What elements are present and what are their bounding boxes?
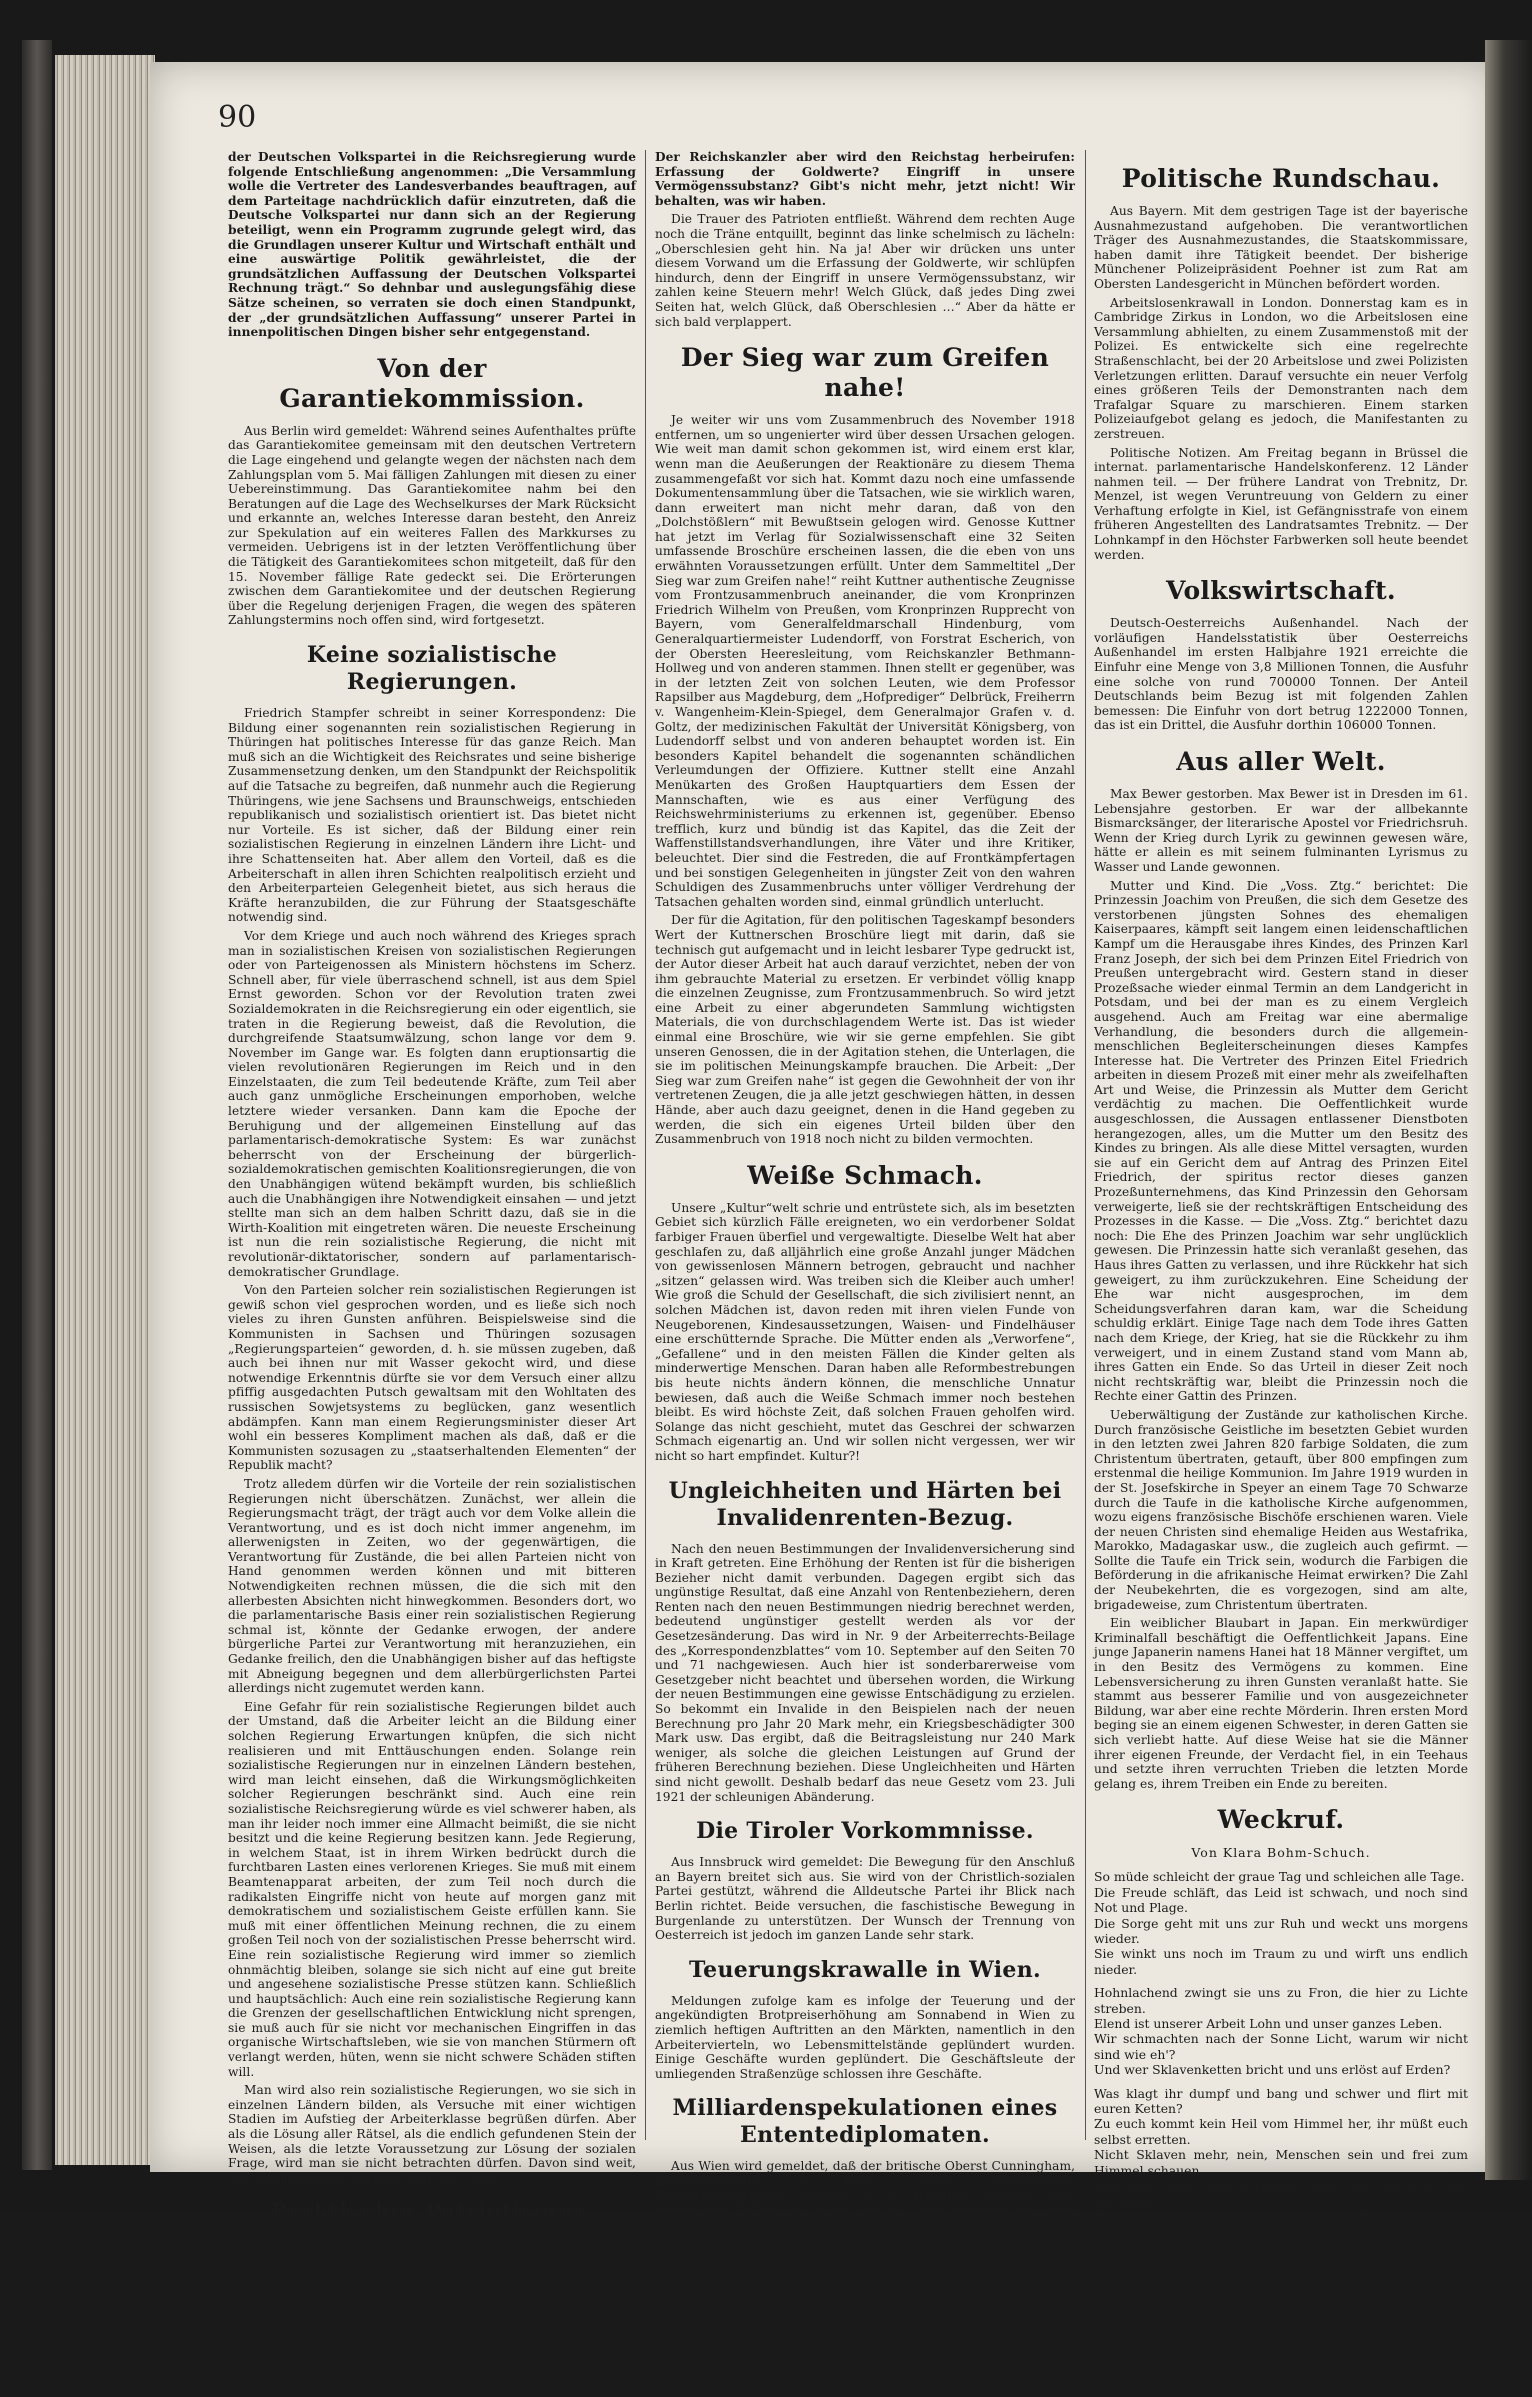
headline: Volkswirtschaft. xyxy=(1166,576,1396,606)
column-rule xyxy=(1085,150,1086,2140)
poem-line: Nicht Sklaven mehr, nein, Menschen sein und frei zum Himmel schauen. xyxy=(1094,2147,1468,2178)
headline: Teuerungskrawalle in Wien. xyxy=(689,1956,1041,1983)
paragraph: Ueberwältigung der Zustände zur katholischen Kirche. Durch französische Geistliche im besetzten Gebiet wurden in den letzten zwei Jahren 820 farbige Soldaten, die zum Christentum übertraten, getauft, über 800 empfingen zum erstenmal die heilige Kommunion. Im Jahre 1919 wurden in der St. Josefskirche in Speyer an einem Tage 70 Schwarze durch die Taufe in die katholische Kirche aufgenommen, wozu eigens französische Bischöfe erschienen waren. Viele der neuen Christen sind ehemalige Heiden aus Westafrika, Marokko, Madagaskar usw., die zugleich auch gefirmt. — Sollte die Taufe ein Trick sein, wodurch die Farbigen die Beförderung in die afrikanische Heimat erwirken? Die Zahl der Neubekehrten, die es vorgezogen, sind am alte, brigadeweise, zum Christentum übertraten. xyxy=(1094,1407,1468,1612)
poem-line: Was klagt ihr dumpf und bang und schwer und flirt mit euren Ketten? xyxy=(1094,2085,1468,2117)
paragraph: Trotz alledem dürfen wir die Vorteile der rein sozialistischen Regierungen nicht überschätzen. Zunächst, wer allein die Regierungsmacht trägt, der trägt auch vor dem Volke allein die Verantwortung, und es ist doch nicht immer angenehm, im allerwenigsten in Zeiten, wo der gegenwärtigen, die Verantwortung für Zustände, die bei allen Parteien nicht von Hand genommen werden können und mit bitteren Notwendigkeiten rechnen müssen, die die sich mit den allerbesten Absichten nicht hinwegkommen. Besonders dort, wo die parlamentarische Basis einer rein sozialistischen Regierung schmal ist, könnte der Gedanke erwogen, der andere bürgerliche Partei zur Verantwortung mit heranzuziehen, ein Gedanke freilich, den die Unabhängigen bisher auf das heftigste mit Abneigung begegnen und dem allerbürgerlichsten Partei allerdings nicht zugemutet werden kann. xyxy=(228,1476,636,1696)
poem-line: Die Sorge geht mit uns zur Ruh und weckt uns morgens wieder. xyxy=(1094,1915,1468,1946)
paragraph: Politische Notizen. Am Freitag begann in Brüssel die internat. parlamentarische Handelskonferenz. 12 Länder nahmen teil. — Der frühere Landrat von Trebnitz, Dr. Menzel, ist wegen Veruntreuung von Geldern zu einer Verhaftung erfolgte in Kiel, ist Gefängnisstrafe von einem früheren Angestellten des Landratsamtes Trebnitz. — Der Lohnkampf in den Höchster Farbwerken soll heute beendet werden. xyxy=(1094,445,1468,562)
poem-line: Zu euch kommt kein Heil vom Himmel her, ihr müßt euch selbst erretten. xyxy=(1094,2116,1468,2147)
headline: Weiße Schmach. xyxy=(747,1160,983,1190)
poem-line: Für alle blüht der Sonnenschein, für alle blüh'n die Auen. xyxy=(1094,2208,1457,2224)
poem-line: Und eine neue Welt errichten ganz neu im Licht des Vertrauen. xyxy=(1094,2178,1468,2209)
column-3 xyxy=(1094,150,1468,2348)
poem-line: So müde schleicht der graue Tag und schleichen alle Tage. xyxy=(1094,1869,1465,1885)
paragraph: Aus Berlin wird gemeldet: Während seines Aufenthaltes prüfte das Garantiekomitee gemeinsam mit den deutschen Vertretern die Lage eingehend und gelangte wegen der nächsten nach dem Zahlungsplan vom 5. Mai fälligen Zahlungen mit diesen zu einer Uebereinstimmung. Das Garantiekomitee nahm bei den Beratungen auf die Lage des Wechselkurses der Mark Rücksicht und erkannte an, welches Interesse daran besteht, den Anreiz zur Spekulation auf ein weiteres Fallen des Markkurses zu vermeiden. Uebrigens ist in der letzten Veröffentlichung über die Tätigkeit des Garantiekomitees schon mitgeteilt, daß für den 15. November fällige Rate gedeckt sei. Die Erörterungen zwischen dem Garantiekomitee und der deutschen Regierung über die Regelung derjenigen Fragen, die wegen des späteren Zahlungstermins noch offen sind, wird fortgesetzt. xyxy=(228,423,636,628)
paragraph: Mutter und Kind. Die „Voss. Ztg.“ berichtet: Die Prinzessin Joachim von Preußen, die sich dem Gesetze des verstorbenen jüngsten Sohnes des ehemaligen Kaiserpaares, kämpft seit langem einen leidenschaftlichen Kampf um die Herausgabe ihres Kindes, des Prinzen Karl Franz Joseph, der sich bei dem Prinzen Eitel Friedrich von Preußen untergebracht wird. Gestern stand in dieser Prozeßsache wieder einmal Termin an dem Landgericht in Potsdam, und bei der man es zu einem Vergleich ausgehend. Auch am Freitag war eine abermalige Verhandlung, die besonders durch die allgemein-menschlichen Begleiterscheinungen dieses Kampfes Interesse hat. Die Vertreter des Prinzen Eitel Friedrich arbeiten in diesem Prozeß mit einer mehr als zweifelhaften Art und Weise, die Prinzessin als Mutter dem Gericht verdächtig zu machen. Die Oeffentlichkeit wurde ausgeschlossen, die Aussagen entlassener Dienstboten herangezogen, alles, um die Mutter um den Besitz des Kindes zu bringen. Als alle diese Mittel versagten, wurden sie auf ein Gericht dem auf Antrag des Prinzen Eitel Friedrich, der spiritus rector dieses ganzen Prozeßunternehmens, das Kind Prinzessin den Gehorsam verweigerte, ließ sie der rechtskräftigen Entscheidung des Prozesses in die Kasse. — Die „Voss. Ztg.“ berichtet dazu noch: Die Ehe des Prinzen Joachim war sehr unglücklich gewesen. Die Prinzessin hatte sich veranlaßt gesehen, das Haus ihres Gatten zu verlassen, und ihre Rückkehr hat sich geweigert, zu ihm zurückzukehren. Eine Scheidung der Ehe war nicht ausgesprochen, im dem Scheidungsverfahren daran kam, war die Scheidung schuldig erklärt. Einige Tage nach dem Tode ihres Gatten nach dem Kriege, der Krieg, hat sie die Rückkehr zu ihm verweigert, und in einem Zustand stand vom Mann ab, ihres Gatten ein Ende. So das Urteil in dieser Zeit noch nicht rechtskräftig war, bleibt die Prinzessin noch die Rechte einer Gattin des Prinzen. xyxy=(1094,878,1468,1404)
headline: Keine sozialistische Regierungen. xyxy=(306,642,558,696)
paragraph: Für den echten nationalen Mann ist die gute Gesinnung allein nicht, er wird auch für gute Gesinnung Taten leisten. Wirklicher Patriot ist, wer in allen Lebenslagen an sich selbst denkt, denn nämlich geht es ohne die Gesamtheit — der nicht einmal um die nützliche Glied der Gesamtheit ist. Was er besitzt, hat er nicht für sich — der Vaterlandes; er trägt mit an den Lasten des Vaterlandes. Wer diesen Besitz ist auch die Lebensgrundlage unseres Vaterlandes, das ist ein Zeil verloren. Darüber hat der Patriot pflichtschuldigst zu trauern. Aber ist nicht am Ende was bei der brillante Gelegenheit erfasst: „Deutsche Zeitung“ hat sofort die xyxy=(228,2236,636,2397)
paragraph: Nach den neuen Bestimmungen der Invalidenversicherung sind in Kraft getreten. Eine Erhöhung der Renten ist für die bisherigen Bezieher nicht damit verbunden. Dagegen ergibt sich das ungünstige Resultat, daß eine Anzahl von Rentenbeziehern, deren Renten nach den neuen Bestimmungen niedrig berechnet werden, bedeutend ungünstiger gestellt werden als vor der Gesetzesänderung. Das wird in Nr. 9 der Arbeiterrechts-Beilage des „Korrespondenzblattes“ vom 10. September auf den Seiten 70 und 71 nachgewiesen. Auch hier ist sonderbarerweise vom Gesetzgeber nicht beachtet und übersehen worden, die Wirkung der neuen Bestimmungen eine gewisse Entschädigung zu erzielen. So bekommt ein Invalide in den Beispielen nach der neuen Berechnung pro Jahr 20 Mark mehr, ein Kriegsbeschädigter 300 Mark usw. Das ergibt, daß die Beitragsleistung nur 240 Mark weniger, als solche die gleichen Leistungen auf Grund der früheren Berechnung beziehen. Diese Ungleichheiten und Härten sind nicht gewollt. Deshalb bedarf das neue Gesetz vom 23. Juli 1921 der schleunigen Abänderung. xyxy=(655,1541,1075,1804)
paragraph: Eine Gefahr für rein sozialistische Regierungen bildet auch der Umstand, daß die Arbeiter leicht an die Bildung einer solchen Regierung Erwartungen knüpfen, die sich nicht realisieren und mit Enttäuschungen enden. Solange rein sozialistische Regierungen nur in einzelnen Ländern bestehen, wird man leicht einsehen, daß die Wirkungsmöglichkeiten solcher Regierungen beschränkt sind. Auch eine rein sozialistische Reichsregierung würde es viel schwerer haben, als man ihr leider noch immer eine Allmacht beimißt, die sie nicht besitzt und die keine Regierung besitzen kann. Jede Regierung, in welchem Staat, ist in ihrem Wirken bedrückt durch die furchtbaren Lasten eines verlorenen Krieges. Sie muß mit einem Beamtenapparat arbeiten, der zum Teil noch durch die radikalsten Eingriffe nicht von heute auf morgen ganz mit demokratischem und sozialistischem Geiste erfüllen kann. Sie muß mit einer öffentlichen Meinung rechnen, die zu einem großen Teil noch von der sozialistischen Presse beherrscht wird. Eine rein sozialistische Regierung wird immer so ziemlich ohnmächtig bleiben, solange sie sich nicht auf eine gut breite und angesehene sozialistische Presse stützen kann. Schließlich und hauptsächlich: Auch eine rein sozialistische Regierung kann die Grenzen der gesellschaftlichen Entwicklung nicht sprengen, sie muß auch für sie nicht vor mechanischen Eingriffen in das organische Wirtschaftsleben, wie sie von manchen Stürmern oft verlangt werden, hüten, wenn sie nicht schwere Schäden stiften will. xyxy=(228,1699,636,2079)
headline: Der Sieg war zum Greifen nahe! xyxy=(680,343,1050,403)
paragraph: Friedrich Stampfer schreibt in seiner Korrespondenz: Die Bildung einer sogenannten rein sozialistischen Regierung in Thüringen hat politisches Interesse für das ganze Reich. Man muß sich an die Wichtigkeit des Reichsrates und seine bisherige Zusammensetzung denken, um den Standpunkt der Reichspolitik auf die Tatsache zu begreifen, daß nunmehr auch die Regierung Thüringens, wie jene Sachsens und Braunschweigs, entschieden republikanisch und sozialistisch orientiert ist. Das bietet nicht nur Vorteile. Es ist sicher, daß der Bildung einer rein sozialistischen Regierung in einzelnen Ländern ihre Licht- und ihre Schattenseiten hat. Aber allem den Vorteil, daß es die Arbeiterschaft in allen ihren Schichten realpolitisch erzieht und den Arbeiterparteien Gelegenheit bietet, aus sich heraus die Kräfte heranzubilden, die zur Führung der Staatsgeschäfte notwendig sind. xyxy=(228,706,636,925)
paragraph: Je weiter wir uns vom Zusammenbruch des November 1918 entfernen, um so ungenierter wird über dessen Ursachen gelogen. Wie weit man damit schon gekommen ist, wird einem erst klar, wenn man die Aeußerungen der Reaktionäre zu diesem Thema zusammengefaßt vor sich hat. Kommt dazu noch eine umfassende Dokumentensammlung über die Tatsachen, wie sie wirklich waren, dann erweitert man nicht mehr daran, daß von den „Dolchstößlern“ mit Bewußtsein gelogen wird. Genosse Kuttner hat jetzt im Verlag für Sozialwissenschaft eine 32 Seiten umfassende Broschüre erscheinen lassen, die die eben von uns erwähnten Voraussetzungen erfüllt. Unter dem Sammeltitel „Der Sieg war zum Greifen nahe!“ reiht Kuttner authentische Zeugnisse vom Frontzusammenbruch aneinander, die vom Kronprinzen Friedrich Wilhelm von Preußen, vom Kronprinzen Rupprecht von Bayern, vom Generalfeldmarschall Hindenburg, vom Generalquartiermeister Ludendorff, von Forstrat Escherich, von der Obersten Heeresleitung, vom Reichskanzler Bethmann-Hollweg und von anderen stammen. Ihnen stellt er gegenüber, was in der letzten Zeit von solchen Leuten, wie dem Professor Rapsilber aus Magdeburg, dem „Hofprediger“ Delbrück, Freiherrn v. Wangenheim-Klein-Spiegel, dem Generalmajor Grafen v. d. Goltz, der medizinischen Fakultät der Universität Königsberg, von Ludendorff selbst und von anderen behauptet worden ist. Ein besonders Kapitel behandelt die sogenannten schändlichen Verleumdungen der Offiziere. Kuttner stellt eine Anzahl Menükarten des Großen Hauptquartiers dem Essen der Mannschaften, wie es aus einer Verfügung des Reichswehrministeriums zu erkennen ist, gegenüber. Ebenso trefflich, kurz und bündig ist das Kapitel, das die Zeit der Waffenstillstandsverhandlungen, ihre Väter und ihre Kritiker, beleuchtet. Dier sind die Festreden, die auf Frontkämpfertagen und bei sonstigen Gelegenheiten in jüngster Zeit von den wahren Schuldigen des Zusammenbruchs unter völliger Verdrehung der Tatsachen gehalten worden sind, einmal gründlich unterlucht. xyxy=(655,413,1075,909)
article-intro: der Deutschen Volkspartei in die Reichsregierung wurde folgende Entschließung angenommen: „Die Versammlung wolle die Vertreter des Landesverbandes beauftragen, auf dem Parteitage nachdrücklich dafür einzutreten, daß die Deutsche Volkspartei nur dann sich an der Regierung beteiligt, wenn ein Programm zugrunde gelegt wird, das die Grundlagen unserer Kultur und Wirtschaft enthält und eine auswärtige Politik gewährleistet, die der grundsätzlichen Auffassung der Deutschen Volkspartei Rechnung trägt.“ So dehnbar und auslegungsfähig diese Sätze scheinen, so verraten sie doch einen Standpunkt, der „der grundsätzlichen Auffassung“ unserer Partei in innenpolitischen Dingen bisher sehr entgegenstand. xyxy=(228,150,636,340)
paragraph: Der für die Agitation, für den politischen Tageskampf besonders Wert der Kuttnerschen Broschüre liegt mit darin, daß sie technisch gut aufgemacht und in leicht lesbarer Type gedruckt ist, der Autor dieser Arbeit hat auch darauf verzichtet, neben der von ihm gebrauchte Material zu ersetzen. Er verbindet völlig knapp die einzelnen Zeugnisse, zum Frontzusammenbruch. So wird jetzt eine Arbeit zu einer abgerundeten Sammlung wichtigsten Materials, die von durchschlagendem Werte ist. Das ist wieder einmal eine Broschüre, wie wir sie gerne empfehlen. Sie gibt unseren Genossen, die in der Agitation stehen, die Unterlagen, die sie im politischen Meinungskampfe brauchen. Die Arbeit: „Der Sieg war zum Greifen nahe“ ist gegen die Gewohnheit der von ihr vertretenen Zeugen, die ja alle jetzt geschwiegen hätten, in dessen Hände, aber auch dazu geeignet, denen in die Hand gegeben zu werden, die sich ein eigenes Urteil bilden über den Zusammenbruch von 1918 noch nicht zu bilden vermochten. xyxy=(655,913,1075,1147)
paragraph: Ein weiblicher Blaubart in Japan. Ein merkwürdiger Kriminalfall beschäftigt die Oeffentlichkeit Japans. Eine junge Japanerin namens Hanei hat 18 Männer vergiftet, um in den Besitz des Vermögens zu kommen. Eine Lebensversicherung zu ihren Gunsten veranlaßt hatte. Sie stammt aus besserer Familie und von ausgezeichneter Bildung, war aber eine rechte Mörderin. Ihren ersten Mord beging sie an einem eigenen Schwester, in deren Gatten sie sich verliebt hatte. Auf diese Weise hat sie die Männer ihrer eigenen Freunde, der Verdacht fiel, in ein Teehaus und setzte ihren verruchten Trieben die letzten Morde gelang es, ihrem Treiben ein Ende zu bereiten. xyxy=(1094,1616,1468,1791)
paragraph: Meldungen zufolge kam es infolge der Teuerung und der angekündigten Brotpreiserhöhung am Sonnabend in Wien zu ziemlich heftigen Auftritten an den Märkten, namentlich in den Arbeitervierteln, wo Lebensmittelstände geplündert wurden. Einige Geschäfte wurden geplündert. Die Geschäftsleute der umliegenden Straßenzüge schlossen ihre Geschäfte. xyxy=(655,1993,1075,2081)
headline: Von der Garantiekommission. xyxy=(279,353,585,413)
right-page-edge xyxy=(1485,40,1532,2180)
paragraph: Aus Wien wird gemeldet, daß der britische Oberst Cunningham, Ententevertreter in Wien, durch umfangreiche Baissespekulationen, namentlich in fremden Valuten, sehr bedeutende Differenzen habe, die auf viele hunderte Millionen geschätzt werden. Cunningham ist nach dem WTB. in Wiener politischen und gesellschaftlichen Kreisen bisher bekannt worden, er erfreute sich dort hohen Ansehens, zumal er sich besonders durch die Mitwirkung an der Erleichterung ihrer Lage erworben. xyxy=(655,2159,1075,2276)
headline: Weckruf. xyxy=(1217,1805,1345,1835)
poem-line: Sie winkt uns noch im Traum zu und wirft uns endlich nieder. xyxy=(1094,1946,1468,1977)
page-number: 90 xyxy=(218,100,257,135)
paragraph: Deutsch-Oesterreichs Außenhandel. Nach der vorläufigen Handelsstatistik über Oesterreichs Außenhandel im ersten Halbjahre 1921 erreichte die Einfuhr eine Menge von 3,8 Millionen Tonnen, die Ausfuhr eine solche von rund 700000 Tonnen. Der Anteil Deutschlands beim Bezug ist mit folgenden Zahlen bemessen: Die Einfuhr von dort betrug 1222000 Tonnen, das ist ein Drittel, die Ausfuhr dorthin 106000 Tonnen. xyxy=(1094,616,1468,733)
headline: Aus aller Welt. xyxy=(1176,747,1386,776)
poem-byline: Von Klara Bohm-Schuch. xyxy=(1191,1845,1371,1861)
poem-line: Hohnlachend zwingt sie uns zu Fron, die hier zu Lichte streben. xyxy=(1094,1985,1468,2016)
page-stack-edge xyxy=(55,55,155,2165)
headline: Praktischer Patriotismus. xyxy=(270,2199,594,2226)
poem-line: Wir schmachten nach der Sonne Licht, warum wir nicht sind wie eh'? xyxy=(1094,2031,1468,2062)
poem-line: Nur wollen müßt ihr, stolz und hart und euch nicht verlieren. xyxy=(1094,2224,1468,2255)
poem-line: Euch hilft kein Himmel und kein Gott, ihr müßt euch selbst erretten. xyxy=(1094,2316,1468,2348)
column-1 xyxy=(228,150,636,2397)
poem-line: Die Freude schläft, das Leid ist schwach, und noch sind Not und Plage. xyxy=(1094,1884,1468,1916)
paragraph: Die Trauer des Patrioten entfließt. Während dem rechten Auge noch die Träne entquillt, beginnt das linke schelmisch zu lächeln: „Oberschlesien geht hin. Na ja! Aber wir drücken uns unter diesem Vorwand um die Erfassung der Goldwerte, wir schlüpfen hindurch, denn der Eingriff in unsere Vermögenssubstanz, wir zahlen keine Steuern mehr! Welch Glück, daß jedes Ding zwei Seiten hat, welch Glück, daß Oberschlesien …“ Aber da hätte er sich bald verplappert. xyxy=(655,212,1075,329)
poem-line: Und wer Sklavenketten bricht und uns erlöst auf Erden? xyxy=(1094,2062,1451,2078)
poem xyxy=(1094,1869,1468,2347)
paragraph: Aus Innsbruck wird gemeldet: Die Bewegung für den Anschluß an Bayern breitet sich aus. Sie wird von der Christlich-sozialen Partei gestützt, während die Alldeutsche Partei ihr Blick nach Berlin richtet. Beide versuchen, die faschistische Bewegung in Burgenlande zu unterstützen. Der Wunsch der Trennung von Oesterreich ist jedoch im ganzen Lande sehr stark. xyxy=(655,1855,1075,1943)
paragraph: Vor dem Kriege und auch noch während des Krieges sprach man in sozialistischen Kreisen von sozialistischen Regierungen oder von Parteigenossen als Ministern höchstens im Scherz. Schnell aber, für viele überraschend schnell, ist aus dem Spiel Ernst geworden. Schon vor der Revolution traten zwei Sozialdemokraten in die Reichsregierung ein oder eigentlich, sie traten in die Regierung beweist, daß die Revolution, die durchgreifende Staatsumwälzung, schon lange vor dem 9. November im Gange war. Es folgten dann eruptionsartig die vielen revolutionären Regierungen im Reich und in den Einzelstaaten, die zum Teil bedeutende Kräfte, zum Teil aber auch ganz unmögliche Erscheinungen emporhoben, welche letztere wieder versanken. Dann kam die Epoche der Beruhigung und der allgemeinen Einstellung auf das parlamentarisch-demokratische System: Es war zunächst beherrscht von der Erscheinung der bürgerlich-sozialdemokratischen gemischten Koalitionsregierungen, die von den Unabhängigen wütend bekämpft wurden, bis schließlich auch die Unabhängigen ihre Notwendigkeit einsahen — und jetzt stellte man sich an dem halben Schritt dazu, daß sie in die Wirth-Koalition mit eingetreten wären. Die neueste Erscheinung ist nun die rein sozialistische Regierung, die nicht mit revolutionär-diktatorischer, sondern auf parlamentarisch-demokratischer Grundlage. xyxy=(228,928,636,1279)
column-rule xyxy=(645,150,646,2140)
paragraph: Unsere „Kultur“welt schrie und entrüstete sich, als im besetzten Gebiet sich kürzlich Fälle ereigneten, wo ein verdorbener Soldat farbiger Frauen überfiel und vergewaltigte. Dieselbe Welt hat aber geschlafen zu, daß alljährlich eine große Anzahl junger Mädchen von gewissenlosen Männern betrogen, gebraucht und nachher „sitzen“ gelassen wird. Was treiben sich die Kleiber auch umher! Wie groß die Schuld der Gesellschaft, die sich zivilisiert nennt, an solchen Mädchen ist, davon reden mit ihren vielen Funde von Neugeborenen, Kindesaussetzungen, Waisen- und Findelhäuser eine erschütternde Sprache. Die Mütter enden als „Verworfene“, „Gefallene“ und in den meisten Fällen die Kinder gelten als minderwertige Menschen. Daran haben alle Reformbestrebungen bis heute nichts ändern können, die menschliche Unnatur bewiesen, daß auch die Weiße Schmach immer noch bestehen bleibt. Es wird höchste Zeit, daß solchen Frauen geholfen wird. Solange das nicht geschieht, mutet das Geschrei der schwarzen Schmach eigenartig an. Und wir sollen nicht vergessen, wer wir nicht so hart empfindet. Kultur?! xyxy=(655,1200,1075,1463)
headline: Die Tiroler Vorkommnisse. xyxy=(696,1818,1034,1845)
headline: Ungleichheiten und Härten bei Invalidenrenten-Bezug. xyxy=(668,1477,1062,1531)
poem-line: Erwacht aus eurem Elends Not und brecht vereint die Ketten. xyxy=(1094,2285,1468,2317)
article-intro: Der Reichskanzler aber wird den Reichstag herbeirufen: Erfassung der Goldwerte? Eingriff in unsere Vermögenssubstanz? Gibt's nicht mehr, jetzt nicht! Wir behalten, was wir haben. xyxy=(655,150,1075,208)
poem-line: Einstehen müßt ihr mit Mark und mit Herz den Pfad zu gehen. xyxy=(1094,2255,1468,2286)
column-2 xyxy=(655,150,1075,2276)
paragraph: Arbeitslosenkrawall in London. Donnerstag kam es in Cambridge Zirkus in London, wo die Arbeitslosen eine Versammlung abhielten, zu einem Zusammenstoß mit der Polizei. Es entwickelte sich eine regelrechte Straßenschlacht, bei der 20 Arbeitslose und zwei Polizisten Verletzungen erlitten. Darauf versuchte ein neuer Verfolg eines größeren Teils der Demonstranten nach dem Trafalgar Square zu marschieren. Einem starken Polizeiaufgebot gelang es jedoch, die Manifestanten zu zerstreuen. xyxy=(1094,295,1468,441)
paragraph: Aus Bayern. Mit dem gestrigen Tage ist der bayerische Ausnahmezustand aufgehoben. Die verantwortlichen Träger des Ausnahmezustandes, die Staatskommissare, haben damit ihre Tätigkeit beendet. Der bisherige Münchener Polizeipräsident Poehner ist zum Rat am Obersten Landesgericht in München befördert worden. xyxy=(1094,204,1468,291)
headline: Politische Rundschau. xyxy=(1121,164,1441,193)
paragraph: Man wird also rein sozialistische Regierungen, wo sie sich in einzelnen Ländern bilden, als Versuche mit einer wichtigen Stadien im Aufstieg der Arbeiterklasse begrüßen dürfen. Aber als die Lösung aller Rätsel, als die endlich gefundenen Stein der Weisen, als die letzte Voraussetzung zur Lösung der sozialen Frage, wird man sie nicht betrachten dürfen. Davon sind weit, und alle Illusionen hierüber sind von Uebel. xyxy=(228,2083,636,2185)
book-binding xyxy=(22,40,52,2170)
paragraph: Max Bewer gestorben. Max Bewer ist in Dresden im 61. Lebensjahre gestorben. Er war der allbekannte Bismarcksänger, der literarische Apostel vor Friedrichsruh. Wenn der Krieg durch Lyrik zu gewinnen gewesen wäre, hätte er allein es mit seinem fulminanten Lyrismus zu Wasser und Lande gewonnen. xyxy=(1094,787,1468,874)
paragraph: Von den Parteien solcher rein sozialistischen Regierungen ist gewiß schon viel gesprochen worden, und es ließe sich noch vieles zu ihren Gunsten anführen. Beispielsweise sind die Kommunisten in Sachsen und Thüringen sozusagen „Regierungsparteien“ geworden, d. h. sie müssen zugeben, daß auch bei ihnen nur mit Wasser gekocht wird, und diese notwendige Erkenntnis dürfte sie vor dem Versuch einer allzu pfiffig ausgedachten Putsch gewaltsam mit den Wohltaten des russischen Sowjetsystems zu beglücken, ganz wesentlich abdämpfen. Kann man einem Regierungsminister dieser Art wohl ein besseres Kompliment machen als daß, daß er die Kommunisten sozusagen zu „staatserhaltenden Elementen“ der Republik macht? xyxy=(228,1283,636,1473)
poem-line: Elend ist unserer Arbeit Lohn und unser ganzes Leben. xyxy=(1094,2016,1443,2032)
headline: Milliardenspekulationen eines Ententediplomaten. xyxy=(672,2095,1058,2149)
